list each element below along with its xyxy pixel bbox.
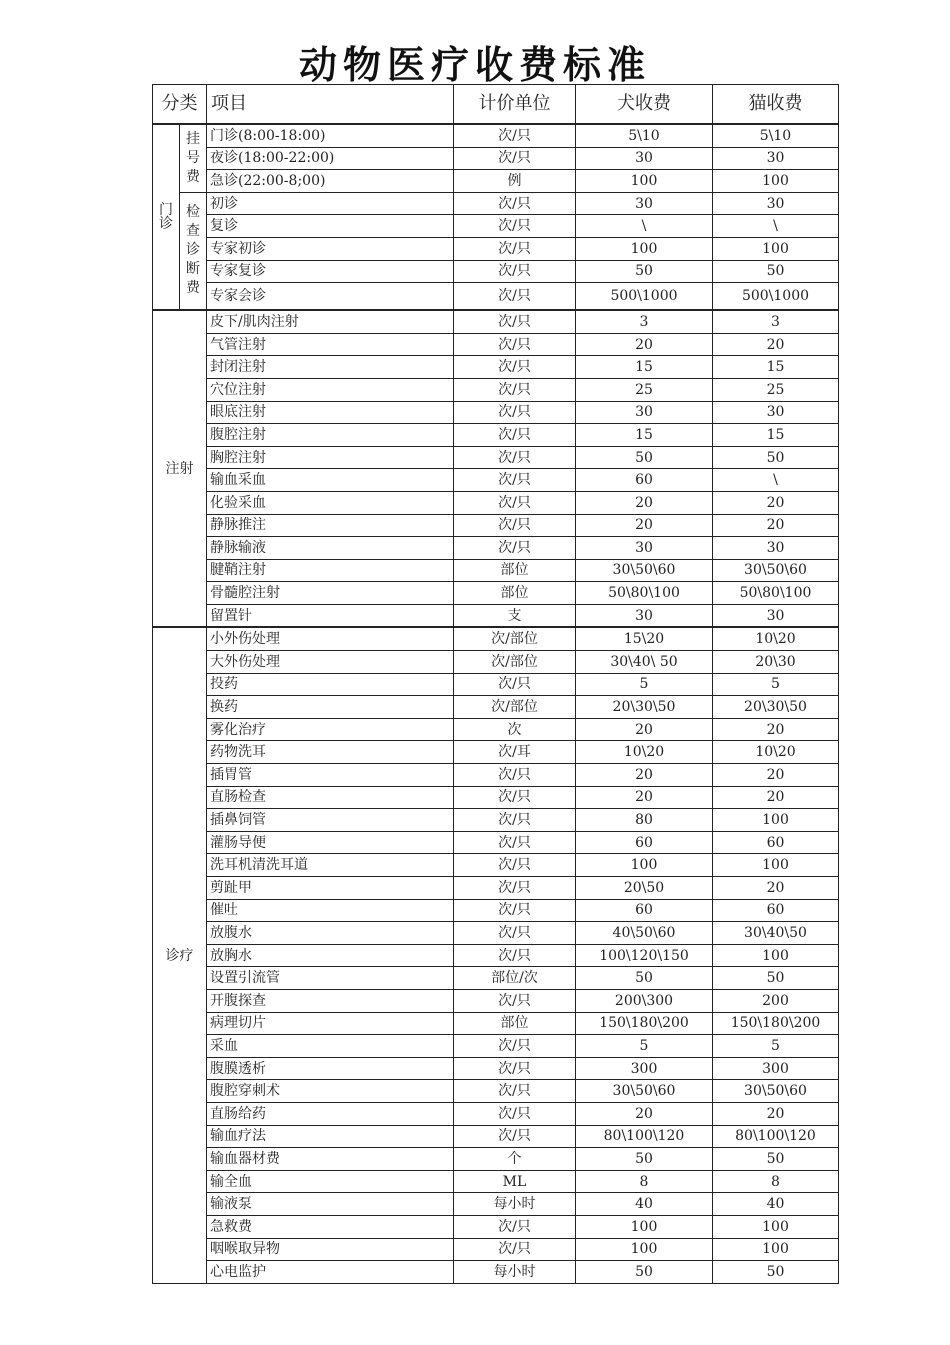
fee-item-name: 投药 (207, 673, 454, 696)
table-row (153, 922, 839, 945)
fee-unit: 次/只 (454, 786, 576, 809)
fee-item-name: 腱鞘注射 (207, 559, 454, 582)
fee-item-name: 开腹探查 (207, 989, 454, 1012)
dog-fee: 60 (576, 831, 713, 854)
dog-fee: 15 (576, 356, 713, 379)
dog-fee: 50 (576, 967, 713, 990)
fee-item-name: 直肠检查 (207, 786, 454, 809)
table-row (153, 899, 839, 922)
table-row (153, 696, 839, 719)
fee-unit: ML (454, 1170, 576, 1193)
dog-fee: 20 (576, 718, 713, 741)
dog-fee: 8 (576, 1170, 713, 1193)
fee-unit: 次/只 (454, 673, 576, 696)
fee-table-body (153, 85, 839, 1284)
table-row (153, 1238, 839, 1261)
dog-fee: 50 (576, 446, 713, 469)
dog-fee: 30 (576, 401, 713, 424)
fee-item-name: 气管注射 (207, 333, 454, 356)
dog-fee: 50\80\100 (576, 582, 713, 605)
dog-fee: 100 (576, 1215, 713, 1238)
cat-fee: 100 (713, 809, 839, 832)
dog-fee: 60 (576, 899, 713, 922)
cat-fee: 20 (713, 764, 839, 787)
fee-unit: 次/只 (454, 944, 576, 967)
cat-fee: 25 (713, 378, 839, 401)
table-row (153, 809, 839, 832)
table-row (153, 469, 839, 492)
category-injection: 注射 (153, 310, 207, 627)
fee-unit: 个 (454, 1148, 576, 1171)
table-row (153, 604, 839, 627)
table-row (153, 651, 839, 674)
fee-unit: 次/只 (454, 1080, 576, 1103)
dog-fee: 20 (576, 491, 713, 514)
cat-fee: 30 (713, 537, 839, 560)
fee-unit: 次/只 (454, 446, 576, 469)
table-row (153, 537, 839, 560)
table-row (153, 1057, 839, 1080)
cat-fee: 40 (713, 1193, 839, 1216)
cat-fee: 50\80\100 (713, 582, 839, 605)
dog-fee: 30\50\60 (576, 1080, 713, 1103)
category-outpatient: 门诊 (153, 124, 180, 310)
fee-item-name: 复诊 (207, 215, 454, 238)
dog-fee: 20 (576, 1102, 713, 1125)
cat-fee: 30 (713, 604, 839, 627)
cat-fee: 300 (713, 1057, 839, 1080)
cat-fee: 30 (713, 192, 839, 215)
dog-fee: 25 (576, 378, 713, 401)
table-row (153, 1125, 839, 1148)
fee-unit: 次/只 (454, 899, 576, 922)
cat-fee: 60 (713, 899, 839, 922)
table-row (153, 967, 839, 990)
table-row (153, 1170, 839, 1193)
fee-item-name: 剪趾甲 (207, 877, 454, 900)
table-row (153, 1261, 839, 1284)
table-row (153, 1193, 839, 1216)
cat-fee: 20 (713, 786, 839, 809)
fee-unit: 次/只 (454, 1238, 576, 1261)
header-item: 项目 (207, 85, 454, 125)
dog-fee: 50 (576, 1261, 713, 1284)
table-row (153, 718, 839, 741)
fee-unit: 次/只 (454, 989, 576, 1012)
fee-unit: 次/只 (454, 283, 576, 311)
table-row (153, 491, 839, 514)
fee-unit: 次/只 (454, 192, 576, 215)
header-cat-fee: 猫收费 (713, 85, 839, 125)
fee-item-name: 初诊 (207, 192, 454, 215)
fee-item-name: 穴位注射 (207, 378, 454, 401)
cat-fee: 20\30\50 (713, 696, 839, 719)
table-row (153, 356, 839, 379)
fee-unit: 次/只 (454, 491, 576, 514)
fee-unit: 次/部位 (454, 627, 576, 650)
fee-unit: 部位/次 (454, 967, 576, 990)
cat-fee: 100 (713, 944, 839, 967)
fee-unit: 每小时 (454, 1261, 576, 1284)
cat-fee: 30 (713, 147, 839, 170)
fee-unit: 次/只 (454, 877, 576, 900)
fee-unit: 次/只 (454, 809, 576, 832)
header-category: 分类 (153, 85, 207, 125)
dog-fee: 30\50\60 (576, 559, 713, 582)
fee-item-name: 雾化治疗 (207, 718, 454, 741)
cat-fee: 100 (713, 1238, 839, 1261)
dog-fee: 5 (576, 673, 713, 696)
fee-item-name: 静脉输液 (207, 537, 454, 560)
cat-fee: 150\180\200 (713, 1012, 839, 1035)
fee-item-name: 大外伤处理 (207, 651, 454, 674)
fee-unit: 次/只 (454, 922, 576, 945)
fee-item-name: 腹膜透析 (207, 1057, 454, 1080)
fee-unit: 次/只 (454, 333, 576, 356)
fee-unit: 次/只 (454, 1057, 576, 1080)
cat-fee: 30\50\60 (713, 1080, 839, 1103)
fee-item-name: 小外伤处理 (207, 627, 454, 650)
fee-item-name: 专家初诊 (207, 237, 454, 260)
subcategory-registration: 挂号费 (180, 124, 207, 192)
fee-item-name: 采血 (207, 1035, 454, 1058)
cat-fee: 50 (713, 967, 839, 990)
dog-fee: 20 (576, 786, 713, 809)
table-row (153, 333, 839, 356)
fee-unit: 次/只 (454, 237, 576, 260)
table-row (153, 673, 839, 696)
dog-fee: 20 (576, 764, 713, 787)
table-row (153, 1012, 839, 1035)
fee-unit: 支 (454, 604, 576, 627)
dog-fee: 10\20 (576, 741, 713, 764)
dog-fee: 5 (576, 1035, 713, 1058)
dog-fee: 40\50\60 (576, 922, 713, 945)
dog-fee: 30 (576, 147, 713, 170)
fee-item-name: 输全血 (207, 1170, 454, 1193)
cat-fee: \ (713, 469, 839, 492)
fee-unit: 次/只 (454, 356, 576, 379)
dog-fee: 500\1000 (576, 283, 713, 311)
table-row (153, 1148, 839, 1171)
fee-item-name: 骨髓腔注射 (207, 582, 454, 605)
fee-unit: 次/只 (454, 215, 576, 238)
cat-fee: 50 (713, 1261, 839, 1284)
table-row (153, 854, 839, 877)
fee-unit: 次/只 (454, 469, 576, 492)
fee-unit: 部位 (454, 559, 576, 582)
table-row (153, 283, 839, 311)
fee-unit: 次/只 (454, 514, 576, 537)
table-row (153, 424, 839, 447)
fee-unit: 次/只 (454, 1035, 576, 1058)
dog-fee: 20 (576, 514, 713, 537)
fee-item-name: 静脉推注 (207, 514, 454, 537)
cat-fee: 3 (713, 310, 839, 333)
table-row (153, 764, 839, 787)
fee-item-name: 插鼻饲管 (207, 809, 454, 832)
fee-unit: 次/只 (454, 310, 576, 333)
subcategory-exam: 检查诊断费 (180, 192, 207, 310)
cat-fee: 30\50\60 (713, 559, 839, 582)
fee-item-name: 直肠给药 (207, 1102, 454, 1125)
fee-unit: 次/只 (454, 831, 576, 854)
category-treatment: 诊疗 (153, 627, 207, 1283)
fee-table (152, 84, 839, 1284)
cat-fee: 5 (713, 1035, 839, 1058)
fee-item-name: 催吐 (207, 899, 454, 922)
dog-fee: 50 (576, 260, 713, 283)
fee-item-name: 咽喉取异物 (207, 1238, 454, 1261)
table-row (153, 1215, 839, 1238)
fee-item-name: 化验采血 (207, 491, 454, 514)
dog-fee: 3 (576, 310, 713, 333)
dog-fee: 80 (576, 809, 713, 832)
fee-item-name: 输血器材费 (207, 1148, 454, 1171)
cat-fee: 50 (713, 1148, 839, 1171)
fee-item-name: 输液泵 (207, 1193, 454, 1216)
fee-item-name: 留置针 (207, 604, 454, 627)
fee-unit: 次/部位 (454, 696, 576, 719)
cat-fee: 10\20 (713, 627, 839, 650)
fee-item-name: 急诊(22:00-8;00) (207, 170, 454, 193)
fee-item-name: 输血采血 (207, 469, 454, 492)
dog-fee: 30 (576, 537, 713, 560)
fee-unit: 次/只 (454, 854, 576, 877)
table-row (153, 559, 839, 582)
cat-fee: 15 (713, 356, 839, 379)
fee-unit: 次/只 (454, 1102, 576, 1125)
dog-fee: 100 (576, 854, 713, 877)
fee-unit: 次/只 (454, 401, 576, 424)
cat-fee: 30\40\50 (713, 922, 839, 945)
table-row (153, 446, 839, 469)
table-row (153, 582, 839, 605)
cat-fee: 15 (713, 424, 839, 447)
fee-item-name: 夜诊(18:00-22:00) (207, 147, 454, 170)
table-row (153, 124, 839, 147)
fee-unit: 次/只 (454, 260, 576, 283)
table-row (153, 514, 839, 537)
cat-fee: 100 (713, 237, 839, 260)
dog-fee: 30 (576, 604, 713, 627)
dog-fee: 30\40\ 50 (576, 651, 713, 674)
fee-item-name: 病理切片 (207, 1012, 454, 1035)
dog-fee: 20\30\50 (576, 696, 713, 719)
dog-fee: 100\120\150 (576, 944, 713, 967)
cat-fee: 50 (713, 446, 839, 469)
fee-unit: 每小时 (454, 1193, 576, 1216)
table-row (153, 1080, 839, 1103)
header-unit: 计价单位 (454, 85, 576, 125)
cat-fee: 5\10 (713, 124, 839, 147)
fee-item-name: 封闭注射 (207, 356, 454, 379)
table-row (153, 310, 839, 333)
table-row (153, 741, 839, 764)
cat-fee: 20 (713, 1102, 839, 1125)
fee-item-name: 专家会诊 (207, 283, 454, 311)
cat-fee: 10\20 (713, 741, 839, 764)
fee-item-name: 眼底注射 (207, 401, 454, 424)
dog-fee: 30 (576, 192, 713, 215)
fee-unit: 次/只 (454, 424, 576, 447)
table-row (153, 215, 839, 238)
cat-fee: 200 (713, 989, 839, 1012)
fee-unit: 部位 (454, 582, 576, 605)
table-row (153, 401, 839, 424)
table-row (153, 260, 839, 283)
dog-fee: 50 (576, 1148, 713, 1171)
table-row (153, 877, 839, 900)
fee-unit: 部位 (454, 1012, 576, 1035)
cat-fee: 20 (713, 514, 839, 537)
table-row (153, 147, 839, 170)
fee-item-name: 心电监护 (207, 1261, 454, 1284)
fee-unit: 次/只 (454, 1125, 576, 1148)
fee-item-name: 急救费 (207, 1215, 454, 1238)
table-row (153, 192, 839, 215)
table-row (153, 627, 839, 650)
table-row (153, 989, 839, 1012)
fee-item-name: 设置引流管 (207, 967, 454, 990)
dog-fee: 200\300 (576, 989, 713, 1012)
dog-fee: 80\100\120 (576, 1125, 713, 1148)
dog-fee: 20 (576, 333, 713, 356)
cat-fee: 60 (713, 831, 839, 854)
cat-fee: 100 (713, 170, 839, 193)
fee-item-name: 药物洗耳 (207, 741, 454, 764)
table-header-row (153, 85, 839, 125)
cat-fee: 500\1000 (713, 283, 839, 311)
dog-fee: 60 (576, 469, 713, 492)
dog-fee: 100 (576, 1238, 713, 1261)
dog-fee: 150\180\200 (576, 1012, 713, 1035)
fee-unit: 次/只 (454, 378, 576, 401)
cat-fee: 20 (713, 718, 839, 741)
dog-fee: 15 (576, 424, 713, 447)
fee-item-name: 输血疗法 (207, 1125, 454, 1148)
cat-fee: \ (713, 215, 839, 238)
fee-unit: 次/只 (454, 124, 576, 147)
fee-item-name: 腹腔注射 (207, 424, 454, 447)
cat-fee: 100 (713, 854, 839, 877)
table-row (153, 1035, 839, 1058)
dog-fee: 5\10 (576, 124, 713, 147)
table-row (153, 944, 839, 967)
cat-fee: 100 (713, 1215, 839, 1238)
dog-fee: 15\20 (576, 627, 713, 650)
fee-unit: 次/只 (454, 147, 576, 170)
fee-item-name: 放胸水 (207, 944, 454, 967)
cat-fee: 50 (713, 260, 839, 283)
cat-fee: 20 (713, 491, 839, 514)
fee-unit: 次/只 (454, 537, 576, 560)
table-row (153, 1102, 839, 1125)
fee-item-name: 腹腔穿刺术 (207, 1080, 454, 1103)
table-row (153, 831, 839, 854)
header-dog-fee: 犬收费 (576, 85, 713, 125)
fee-unit: 次 (454, 718, 576, 741)
fee-unit: 次/部位 (454, 651, 576, 674)
dog-fee: \ (576, 215, 713, 238)
fee-unit: 次/耳 (454, 741, 576, 764)
table-row (153, 378, 839, 401)
dog-fee: 300 (576, 1057, 713, 1080)
fee-item-name: 换药 (207, 696, 454, 719)
fee-item-name: 专家复诊 (207, 260, 454, 283)
table-row (153, 786, 839, 809)
fee-item-name: 插胃管 (207, 764, 454, 787)
table-row (153, 237, 839, 260)
fee-unit: 例 (454, 170, 576, 193)
cat-fee: 80\100\120 (713, 1125, 839, 1148)
dog-fee: 40 (576, 1193, 713, 1216)
dog-fee: 100 (576, 170, 713, 193)
fee-item-name: 洗耳机清洗耳道 (207, 854, 454, 877)
cat-fee: 20\30 (713, 651, 839, 674)
page-title: 动物医疗收费标准 (298, 43, 651, 87)
fee-item-name: 门诊(8:00-18:00) (207, 124, 454, 147)
fee-unit: 次/只 (454, 1215, 576, 1238)
cat-fee: 30 (713, 401, 839, 424)
fee-item-name: 皮下/肌肉注射 (207, 310, 454, 333)
fee-item-name: 放腹水 (207, 922, 454, 945)
fee-unit: 次/只 (454, 764, 576, 787)
fee-item-name: 灌肠导便 (207, 831, 454, 854)
dog-fee: 20\50 (576, 877, 713, 900)
dog-fee: 100 (576, 237, 713, 260)
table-row (153, 170, 839, 193)
cat-fee: 20 (713, 333, 839, 356)
cat-fee: 8 (713, 1170, 839, 1193)
cat-fee: 20 (713, 877, 839, 900)
fee-item-name: 胸腔注射 (207, 446, 454, 469)
cat-fee: 5 (713, 673, 839, 696)
